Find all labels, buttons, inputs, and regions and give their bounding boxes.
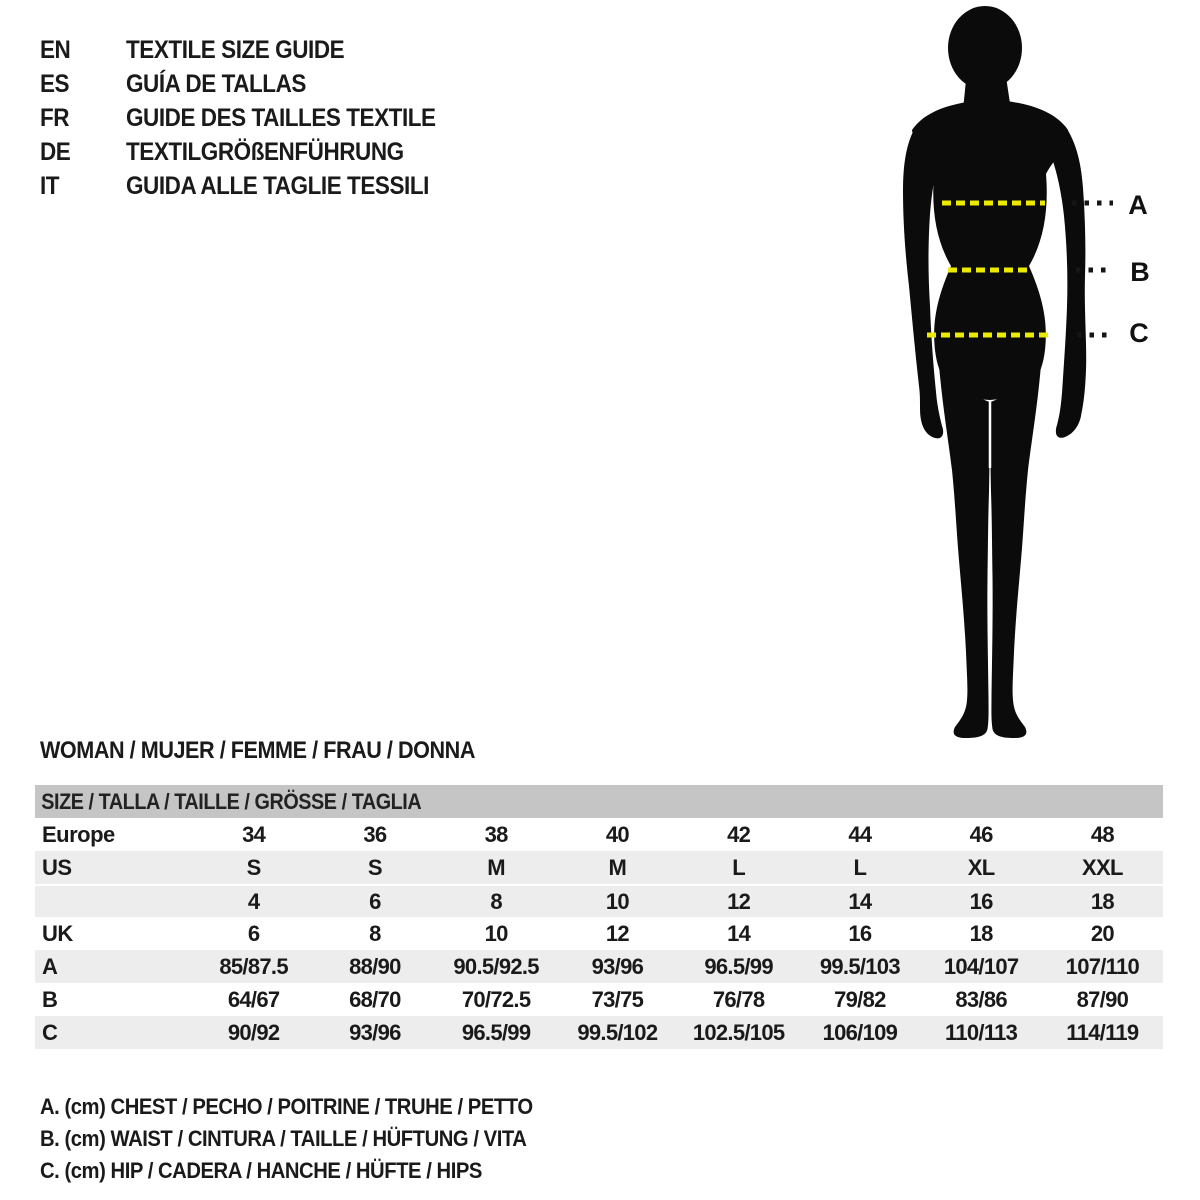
size-cell: 40 [605,821,629,847]
size-cell: 38 [484,821,508,847]
size-cell: 114/119 [1066,1019,1139,1045]
size-cell: 110/113 [945,1019,1018,1045]
size-cell: 93/96 [349,1019,401,1045]
size-cell: 8 [490,888,502,914]
size-cell: XL [967,854,995,880]
size-cell: 83/86 [955,986,1007,1012]
size-cell: 12 [727,888,751,914]
language-list [40,33,470,203]
size-cell: 90/92 [227,1019,280,1045]
size-cell: 85/87.5 [219,953,288,979]
size-cell: 99.5/102 [577,1019,658,1045]
language-row [40,135,470,169]
table-row [35,851,1163,884]
size-cell: 73/75 [591,986,644,1012]
size-cell: 48 [1090,821,1114,847]
size-cell: 4 [247,888,260,914]
size-cell: 87/90 [1076,986,1129,1012]
legend-row: C. (cm) HIP / CADERA / HANCHE / HÜFTE / HIPS [40,1158,482,1183]
size-cell: 20 [1090,920,1114,946]
legend-row: A. (cm) CHEST / PECHO / POITRINE / TRUHE / PETTO [40,1094,533,1119]
table-row [35,884,1163,917]
size-cell: 16 [848,920,872,946]
size-table-header-text: SIZE / TALLA / TAILLE / GRÖSSE / TAGLIA [41,788,422,814]
language-code: ES [40,69,70,98]
language-row [40,33,470,67]
row-label: B [42,986,58,1012]
size-cell: 6 [369,888,381,914]
language-guide-title: GUÍA DE TALLAS [126,69,306,98]
size-cell: 42 [727,821,751,847]
language-code: EN [40,35,71,64]
legend-row: B. (cm) WAIST / CINTURA / TAILLE / HÜFTUNG / VITA [40,1126,527,1151]
size-cell: 36 [363,821,387,847]
size-cell: 90.5/92.5 [453,953,539,979]
right-leg-shape [990,340,1043,738]
row-label: A [42,953,58,979]
size-cell: XXL [1082,854,1123,880]
size-cell: 14 [727,920,751,946]
language-code: IT [40,171,60,200]
language-code: FR [40,103,70,132]
size-cell: 88/90 [349,953,401,979]
language-guide-title: TEXTILGRÖßENFÜHRUNG [126,137,404,166]
language-guide-title: GUIDE DES TAILLES TEXTILE [126,103,436,132]
size-cell: 104/107 [943,953,1019,979]
size-cell: 16 [969,888,993,914]
size-cell: 96.5/99 [704,953,773,979]
size-cell: 6 [247,920,260,946]
size-cell: L [732,854,745,880]
language-code: DE [40,137,71,166]
size-cell: 10 [605,888,629,914]
size-cell: 68/70 [349,986,401,1012]
size-cell: 12 [605,920,629,946]
language-row [40,67,470,101]
table-row [35,983,1163,1016]
language-guide-title: GUIDA ALLE TAGLIE TESSILI [126,171,429,200]
row-label: Europe [42,821,115,847]
table-row [35,818,1163,851]
size-cell: 99.5/103 [819,953,900,979]
measurement-legend [40,1091,575,1187]
size-cell: 8 [369,920,381,946]
size-table-header [35,785,1163,818]
language-row [40,169,470,203]
size-cell: 93/96 [591,953,644,979]
size-cell: 64/67 [227,986,280,1012]
size-cell: 107/110 [1065,953,1140,979]
size-cell: S [367,854,382,880]
table-row [35,1016,1163,1049]
size-cell: M [608,854,627,880]
marker-label-hip: C [1129,318,1149,348]
language-guide-title: TEXTILE SIZE GUIDE [126,35,345,64]
row-label: UK [42,920,73,946]
size-cell: 10 [484,920,508,946]
size-cell: 44 [848,821,872,847]
size-cell: 79/82 [834,986,886,1012]
size-cell: 76/78 [712,986,765,1012]
size-cell: S [246,854,261,880]
left-leg-shape [937,340,990,738]
table-row [35,950,1163,983]
size-cell: 70/72.5 [461,986,531,1012]
size-cell: 46 [969,821,993,847]
marker-label-waist: B [1130,257,1150,287]
size-cell: 106/109 [822,1019,898,1045]
size-table-body [35,818,1163,1049]
size-cell: 14 [848,888,872,914]
right-arm-shape [1049,126,1086,438]
size-table [35,785,1163,1049]
row-label: US [42,854,72,880]
woman-silhouette [855,0,1115,745]
size-cell: 18 [1090,888,1114,914]
marker-label-chest: A [1128,190,1148,220]
language-row [40,101,470,135]
size-cell: 102.5/105 [692,1019,785,1045]
size-cell: 18 [969,920,993,946]
row-label: C [42,1019,58,1045]
section-title: WOMAN / MUJER / FEMME / FRAU / DONNA [40,737,475,764]
size-cell: 34 [242,821,266,847]
size-cell: M [487,854,505,880]
table-row [35,917,1163,950]
size-cell: 96.5/99 [461,1019,531,1045]
size-cell: L [853,854,867,880]
